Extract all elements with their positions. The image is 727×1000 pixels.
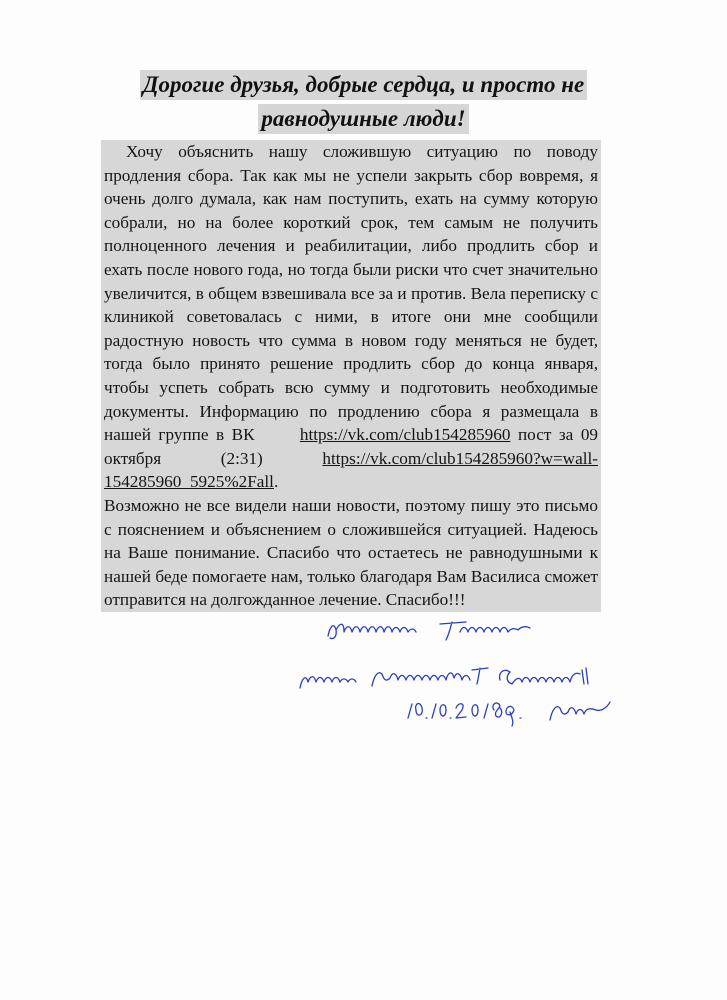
paragraph-2: Возможно не все видели наши новости, поэтому пишу это письмо с пояснением и объяснением о сложившейся ситуацией. Надеюсь на Ваше понимание. Спасибо что остаетесь не равнодушными к нашей беде помогаете нам, только благодаря Вам Василиса сможет отправится на долгожданное лечение. Спасибо!!! — [101, 494, 601, 612]
link-period: . — [273, 472, 279, 492]
post-reference: пост за 09 октября (2:31) — [104, 425, 599, 468]
vk-post-link[interactable]: https://vk.com/club154285960?w=wall-154285960_5925%2Fall — [104, 448, 598, 492]
signature-drawing — [290, 600, 620, 740]
title-line-1: Дорогие друзья, добрые сердца, и просто не — [140, 70, 587, 100]
letter-title — [110, 68, 617, 136]
paragraph-1 — [101, 140, 601, 494]
handwritten-signature — [290, 600, 620, 740]
title-line-2: равнодушные люди! — [258, 104, 468, 134]
vk-group-link[interactable]: https://vk.com/club154285960 — [299, 425, 511, 445]
letter-body — [101, 140, 601, 612]
paragraph-1-text: Хочу объяснить нашу сложившую ситуацию по поводу продления сбора. Так как мы не успели закрыть сбор вовремя, я очень долго думала, как нам поступить, ехать на сумму которую собрали, но на более короткий срок, тем самым не получить полноценного лечения и реабилитации, либо продлить сбор и ехать после нового года, но тогда были риски что счет значительно увеличится, в общем взвешивала все за и против. Вела переписку с клиникой советовалась с ними, в итоге они мне сообщили радостную новость что сумма в новом году меняться не будет, тогда было принято решение продлить сбор до конца января, чтобы успеть собрать всю сумму и подготовить необходимые документы. Информацию по продлению сбора я размещала в нашей группе в ВК — [104, 142, 598, 445]
